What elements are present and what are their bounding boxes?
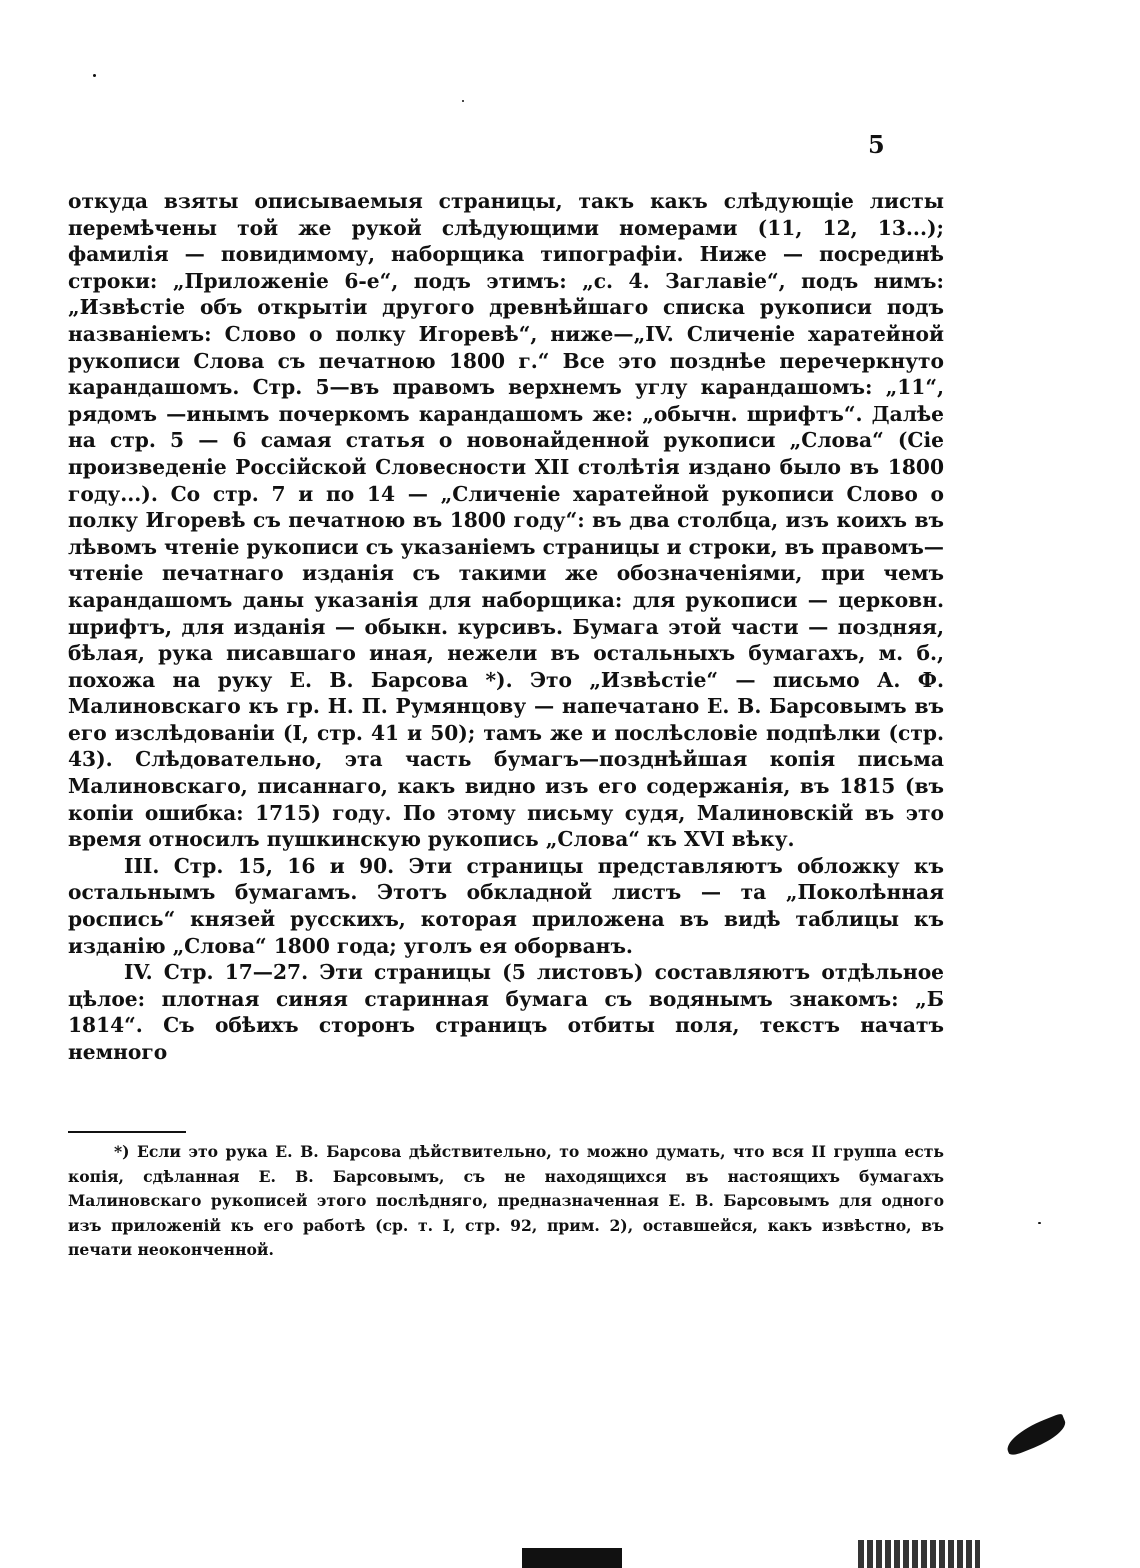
scan-smudge [522, 1548, 622, 1568]
footnote-divider [68, 1131, 186, 1133]
paragraph-section-iv [68, 959, 944, 1065]
section-iv-heading: IV. Стр. 17—27. [124, 960, 309, 985]
scan-speck [93, 74, 96, 77]
section-iii-heading: III. Стр. 15, 16 и 90. [124, 853, 395, 878]
scan-smudge [858, 1540, 980, 1568]
scan-smudge [1002, 1413, 1070, 1457]
footnote: *) Если это рука Е. В. Барсова дѣйствительно, то можно думать, что вся II группа есть копія, сдѣланная Е. В. Барсовымъ, съ не находящихся въ настоящихъ бумагахъ Малиновскаго рукописей этого послѣдняго, предназначенная Е. В. Барсовымъ для одного изъ приложеній къ его работѣ (ср. т. I, стр. 92, прим. 2), оставшейся, какъ извѣстно, въ печати неоконченной. [68, 1142, 944, 1259]
section-iv-text: Эти страницы (5 листовъ) составляютъ отдѣльное цѣлое: плотная синяя старинная бумага съ водянымъ знакомъ: „Б 1814“. Съ обѣихъ сторонъ страницъ отбиты поля, текстъ начатъ немного [68, 960, 945, 1064]
paragraph-1: откуда взяты описываемыя страницы, такъ какъ слѣдующіе листы перемѣчены той же рукой слѣдующими номерами (11, 12, 13...); фамилія — повидимому, наборщика типографіи. Ниже — посрединѣ строки: „Приложеніе 6-е“, подъ этимъ: „с. 4. Заглавіе“, подъ нимъ: „Извѣстіе объ открытіи другого древнѣйшаго списка рукописи подъ названіемъ: Слово о полку Игоревѣ“, ниже—„IV. Сличеніе харатейной рукописи Слова съ печатною 1800 г.“ Все это позднѣе перечеркнуто карандашомъ. Стр. 5—въ правомъ верхнемъ углу карандашомъ: „11“, рядомъ —инымъ почеркомъ карандашомъ же: „обычн. шрифтъ“. Далѣе на стр. 5 — 6 самая статья о новонайденной рукописи „Слова“ (Сіе произведеніе Россійской Словесности XII столѣтія издано было въ 1800 году...). Со стр. 7 и по 14 — „Сличеніе харатейной рукописи Слово о полку Игоревѣ съ печатною въ 1800 году“: въ два столбца, изъ коихъ въ лѣвомъ чтеніе рукописи съ указаніемъ страницы и строки, въ правомъ—чтеніе печатнаго изданія съ такими же обозначеніями, при чемъ карандашомъ даны указанія для наборщика: для рукописи — церковн. шрифтъ, для изданія — обыкн. курсивъ. Бумага этой части — поздняя, бѣлая, рука писавшаго иная, нежели въ остальныхъ бумагахъ, м. б., похожа на руку Е. В. Барсова *). Это „Извѣстіе“ — письмо А. Ф. Малиновскаго къ гр. Н. П. Румянцову — напечатано Е. В. Барсовымъ въ его изслѣдованіи (I, стр. 41 и 50); тамъ же и послѣсловіе подпѣлки (стр. 43). Слѣдовательно, эта часть бумагъ—позднѣйшая копія письма Малиновскаго, писаннаго, какъ видно изъ его содержанія, въ 1815 (въ копіи ошибка: 1715) году. По этому письму судя, Малиновскій въ это время относилъ пушкинскую рукопись „Слова“ къ XVI вѣку. [68, 189, 944, 852]
page-number: 5 [868, 130, 885, 159]
scan-speck [462, 100, 464, 102]
scan-speck [1038, 1222, 1041, 1224]
paragraph-section-iii [68, 853, 944, 959]
section-iii-text: Эти страницы представляютъ обложку къ остальнымъ бумагамъ. Этотъ обкладной листъ — та „Поколѣнная роспись“ князей русскихъ, которая приложена въ видѣ таблицы къ изданію „Слова“ 1800 года; уголъ ея оборванъ. [68, 853, 944, 958]
main-text [68, 188, 944, 1066]
